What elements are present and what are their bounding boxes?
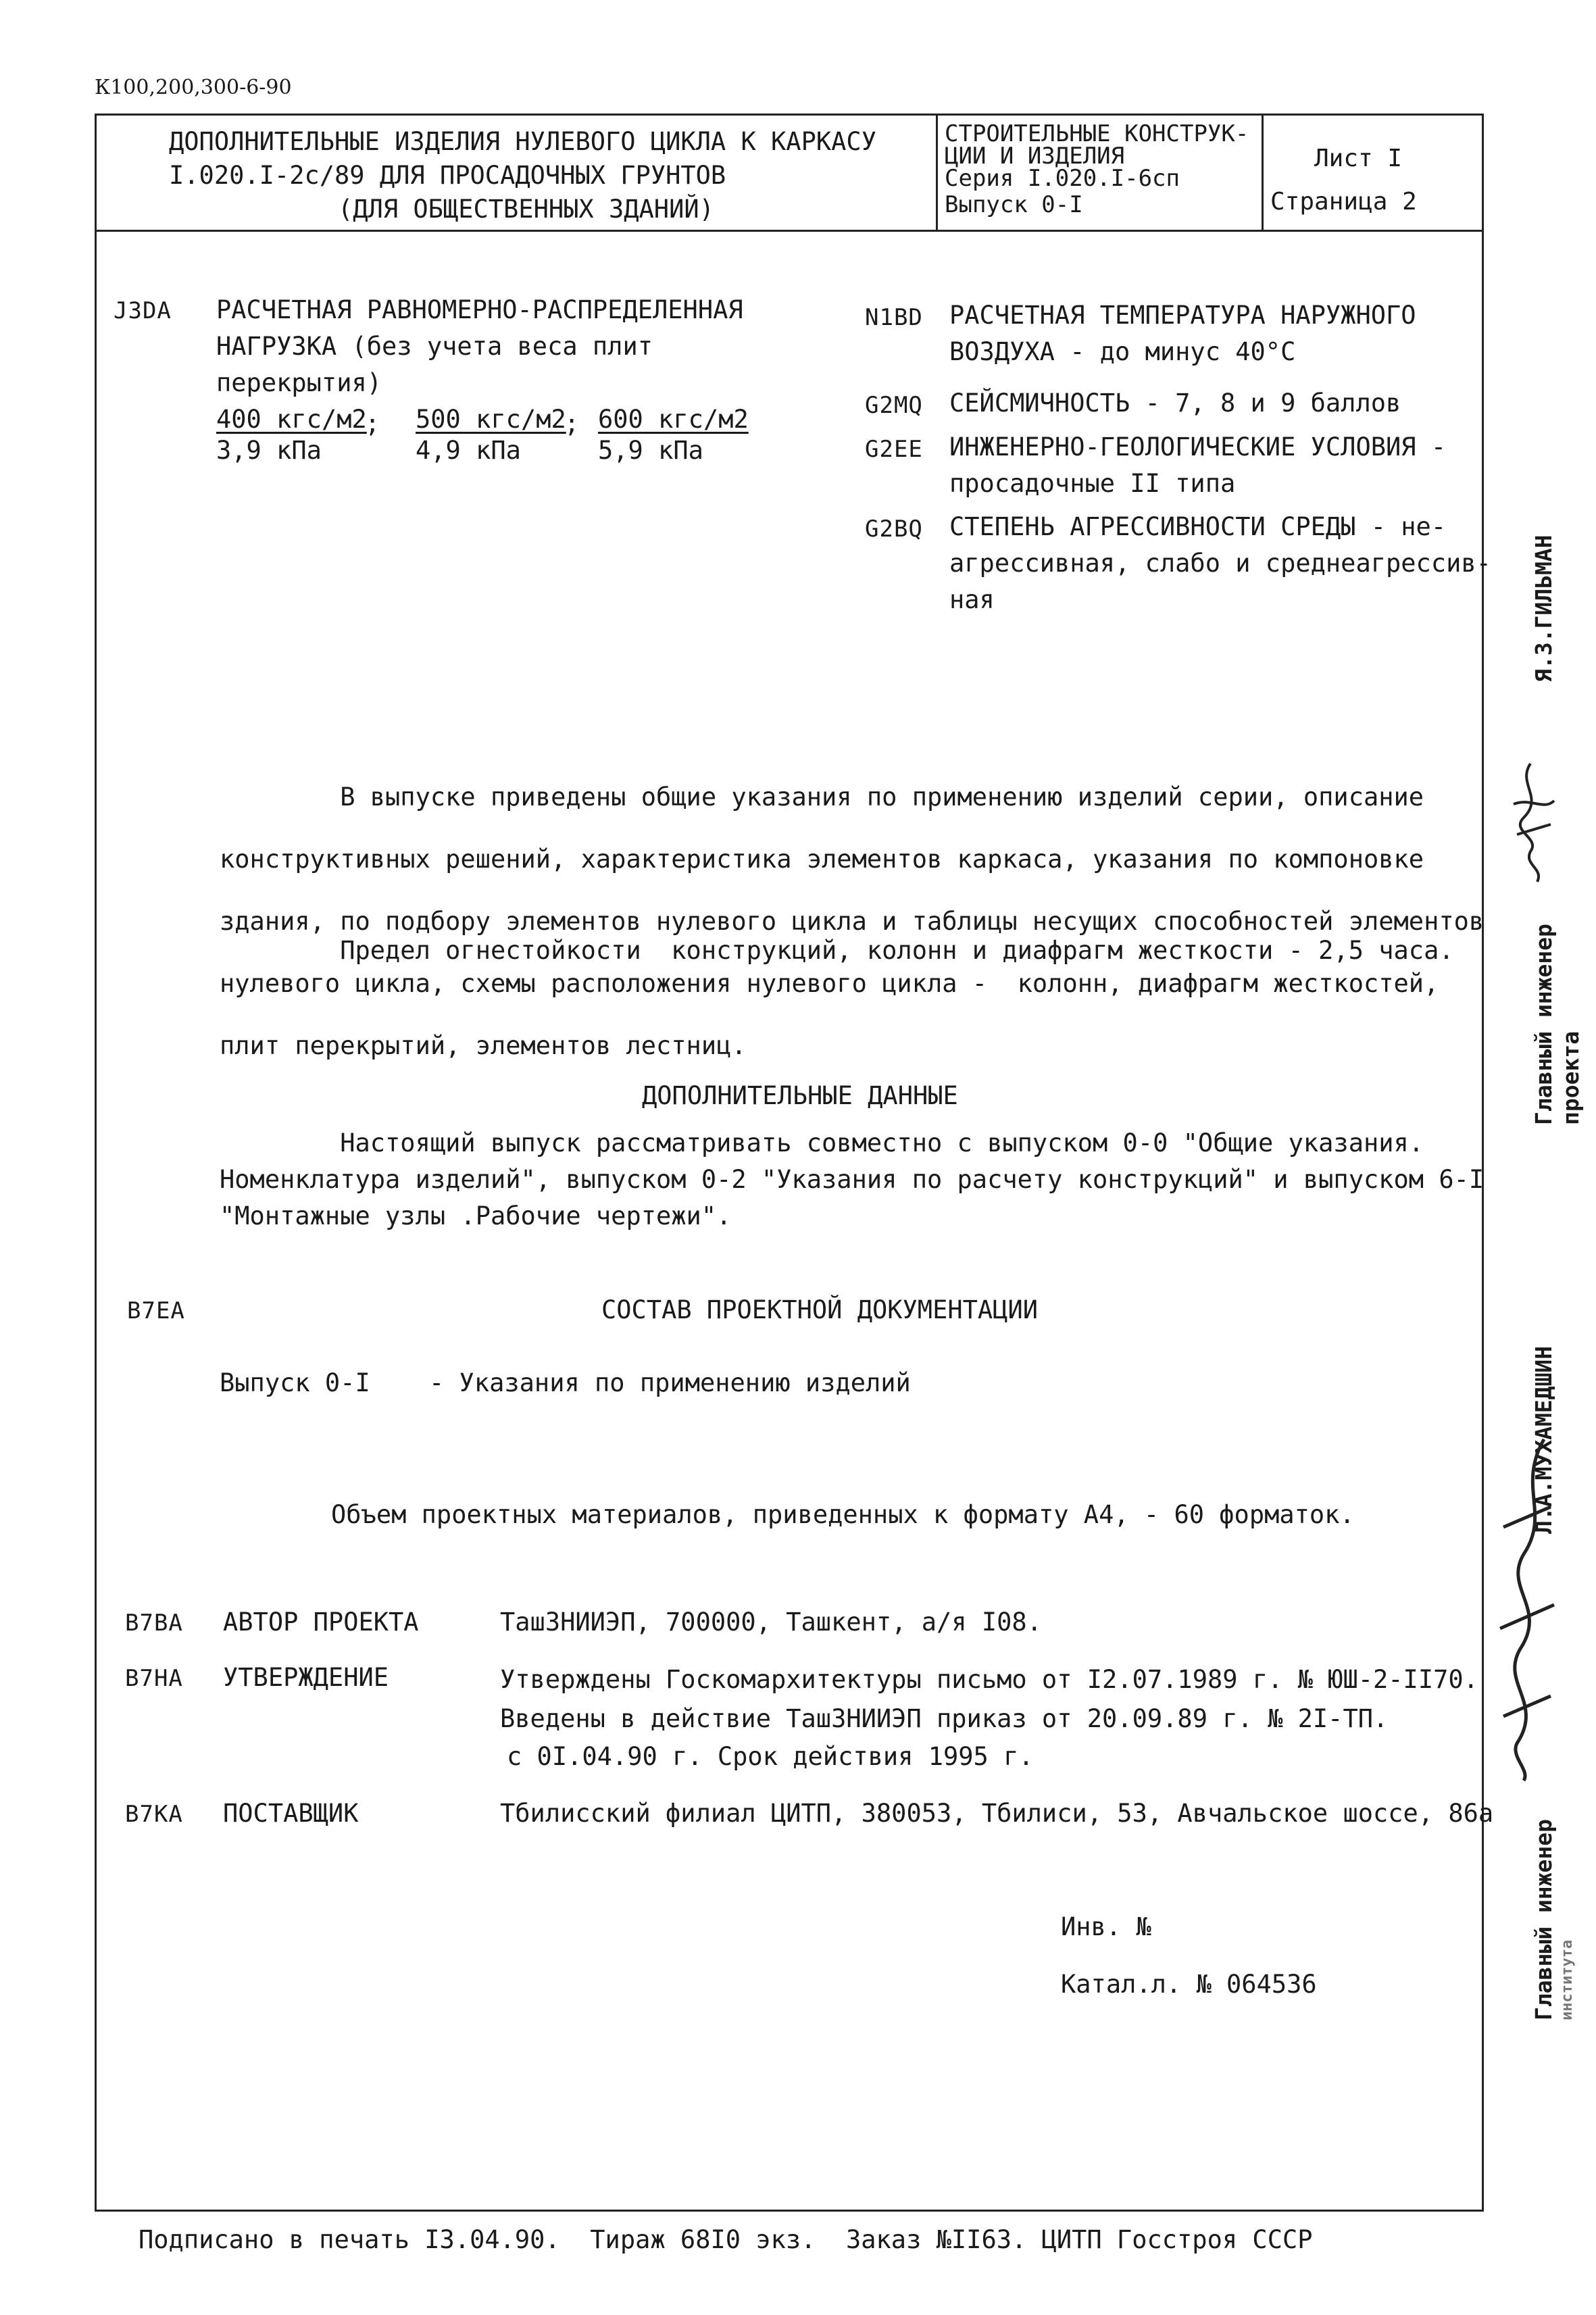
composition-issue: Выпуск 0-I [220,1368,370,1397]
document-code: К100,200,300-6-90 [95,76,292,99]
sidebar-engineer-1-name: Я.З.ГИЛЬМАН [1530,534,1557,682]
param-line: ИНЖЕНЕРНО-ГЕОЛОГИЧЕСКИЕ УСЛОВИЯ - [949,432,1447,462]
sidebar-engineer-2-role: Главный инженер [1530,1818,1557,2020]
param-code: G2EE [865,436,923,463]
param-temperature [949,297,1416,370]
meta-value: ТашЗНИИЭП, 700000, Ташкент, а/я I08. [500,1608,1042,1637]
description-line: здания, по подбору элементов нулевого цикла и таблицы несущих способностей элементов [220,907,1485,936]
signature-2-icon [1490,1433,1564,1784]
load-kpa: 5,9 кПа [598,436,703,465]
param-line: агрессивная, слабо и среднеагрессив- [949,549,1491,578]
load-kpa: 3,9 кПа [216,436,322,465]
load-value-3 [598,404,749,466]
param-code: G2BQ [865,516,923,543]
description-line: В выпуске приведены общие указания по применению изделий серии, описание [220,782,1424,812]
additional-line: "Монтажные узлы .Рабочие чертежи". [220,1201,732,1230]
param-code: G2MQ [865,392,923,419]
page-number: Страница 2 [1270,188,1417,216]
composition-title: СОСТАВ ПРОЕКТНОЙ ДОКУМЕНТАЦИИ [601,1295,1039,1324]
additional-paragraph [220,1125,1484,1235]
meta-label: УТВЕРЖДЕНИЕ [223,1663,389,1692]
header-title-line: ДОПОЛНИТЕЛЬНЫЕ ИЗДЕЛИЯ НУЛЕВОГО ЦИКЛА К КАРКАСУ [169,127,876,156]
meta-value-block [500,1660,1478,1776]
description-line: конструктивных решений, характеристика элементов каркаса, указания по компоновке [220,845,1424,874]
param-line: ВОЗДУХА - до минус 40°С [949,337,1296,366]
load-line: перекрытия) [216,368,382,397]
meta-code: B7HA [125,1665,183,1692]
composition-issue-desc: - Указания по применению изделий [429,1368,911,1397]
header-series-line: Серия I.020.I-6сп [945,165,1180,192]
param-geology [949,429,1446,502]
additional-line: Настоящий выпуск рассматривать совместно с выпуском 0-0 "Общие указания. [220,1128,1424,1158]
sheet-number: Лист I [1314,145,1403,172]
load-code: J3DA [114,297,172,324]
param-line: СЕЙСМИЧНОСТЬ - 7, 8 и 9 баллов [949,389,1401,418]
fire-resistance: Предел огнестойкости конструкций, колонн и диафрагм жесткости - 2,5 часа. [220,936,1454,965]
load-value-2 [416,404,566,466]
header-series-line: ЦИИ И ИЗДЕЛИЯ [945,143,1125,170]
param-seismic [949,385,1401,422]
param-code: N1BD [865,304,923,331]
load-line: НАГРУЗКА (без учета веса плит [216,332,653,361]
meta-label: АВТОР ПРОЕКТА [223,1608,419,1637]
load-kgs: 400 кгс/м2 [216,405,367,434]
load-kgs: 500 кгс/м2 [416,405,566,434]
header-title-line: I.020.I-2с/89 ДЛЯ ПРОСАДОЧНЫХ ГРУНТОВ [169,161,726,190]
meta-value: Утверждены Госкомархитектуры письмо от I2.07.1989 г. № ЮШ-2-II70. [500,1665,1478,1694]
inventory-number: Инв. № [1061,1912,1151,1941]
load-kpa: 4,9 кПа [416,436,521,465]
param-line: просадочные II типа [949,469,1236,498]
header-title-line: (ДЛЯ ОБЩЕСТВЕННЫХ ЗДАНИЙ) [338,195,714,224]
description-paragraph [220,753,1484,1077]
sidebar-engineer-1-role: проекта [1557,1030,1584,1125]
catalog-number: Катал.л. № 064536 [1061,1970,1317,1999]
header-divider-vertical [1262,114,1264,230]
header-divider-vertical [936,114,938,230]
composition-volume: Объем проектных материалов, приведенных к формату А4, - 60 форматок. [331,1500,1355,1529]
composition-code: B7EA [127,1297,185,1324]
meta-code: B7KA [125,1801,183,1828]
header-series [945,120,1255,220]
signature-1-icon [1503,757,1564,885]
sidebar-engineer-1-role: Главный инженер [1530,923,1557,1125]
description-line: нулевого цикла, схемы расположения нулевого цикла - колонн, диафрагм жесткостей, [220,969,1439,998]
separator: ; [564,409,580,438]
meta-label: ПОСТАВЩИК [223,1799,359,1828]
load-description [216,292,743,401]
description-line: плит перекрытий, элементов лестниц. [220,1031,747,1060]
meta-code: B7BA [125,1610,183,1637]
sidebar-engineer-2-name: Л.А.МУХАМЕДШИН [1530,1345,1557,1534]
param-line: ная [949,585,995,614]
param-line: РАСЧЕТНАЯ ТЕМПЕРАТУРА НАРУЖНОГО [949,301,1416,330]
load-value-1 [216,404,367,466]
separator: ; [365,409,380,438]
additional-title: ДОПОЛНИТЕЛЬНЫЕ ДАННЫЕ [642,1081,958,1110]
print-footer: Подписано в печать I3.04.90. Тираж 68I0 экз. Заказ №II63. ЦИТП Госстроя СССР [139,2225,1313,2254]
sidebar-engineer-2-role: института [1559,1939,1576,2020]
header-series-line: Выпуск 0-I [945,191,1083,218]
additional-line: Номенклатура изделий", выпуском 0-2 "Указания по расчету конструкций" и выпуском 6-I [220,1165,1485,1194]
meta-value: Введены в действие ТашЗНИИЭП приказ от 20.09.89 г. № 2I-ТП. [500,1704,1389,1733]
param-line: СТЕПЕНЬ АГРЕССИВНОСТИ СРЕДЫ - не- [949,512,1447,541]
load-kgs: 600 кгс/м2 [598,405,749,434]
header-series-line: СТРОИТЕЛЬНЫЕ КОНСТРУК- [945,120,1249,147]
header-title [169,125,926,226]
meta-value: с 0I.04.90 г. Срок действия 1995 г. [507,1742,1034,1771]
load-line: РАСЧЕТНАЯ РАВНОМЕРНО-РАСПРЕДЕЛЕННАЯ [216,295,743,324]
param-aggressiveness [949,509,1491,618]
header-divider [95,230,1484,232]
meta-value: Тбилисский филиал ЦИТП, 380053, Тбилиси, 53, Авчальское шоссе, 86а [500,1799,1494,1828]
